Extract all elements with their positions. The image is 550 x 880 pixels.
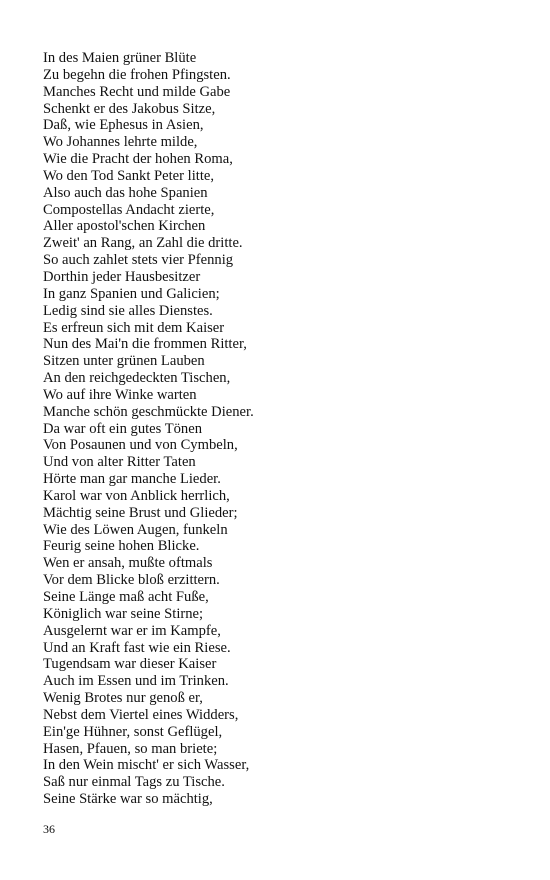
- poem-line: Saß nur einmal Tags zu Tische.: [43, 774, 225, 791]
- poem-line: Ledig sind sie alles Dienstes.: [43, 302, 213, 319]
- poem-line: Königlich war seine Stirne;: [43, 605, 204, 622]
- poem-line: Vor dem Blicke bloß erzittern.: [43, 572, 220, 589]
- poem-line: Seine Stärke war so mächtig,: [43, 791, 213, 808]
- poem-line: Auch im Essen und im Trinken.: [43, 673, 229, 690]
- poem-line: Wie die Pracht der hohen Roma,: [43, 151, 233, 168]
- poem-line: Compostellas Andacht zierte,: [43, 201, 215, 218]
- poem-line: Daß, wie Ephesus in Asien,: [43, 117, 204, 134]
- poem-line: Von Posaunen und von Cymbeln,: [43, 437, 238, 454]
- poem-line: Zweit' an Rang, an Zahl die dritte.: [43, 235, 243, 252]
- poem-line: Aller apostol'schen Kirchen: [43, 218, 206, 235]
- poem-line: Und von alter Ritter Taten: [43, 454, 196, 471]
- poem-line: Seine Länge maß acht Fuße,: [43, 589, 209, 605]
- poem-line: Karol war von Anblick herrlich,: [43, 487, 230, 504]
- poem-line: Nun des Mai'n die frommen Ritter,: [43, 336, 247, 353]
- poem-line: Wenig Brotes nur genoß er,: [43, 690, 203, 707]
- poem-line: Da war oft ein gutes Tönen: [43, 420, 202, 437]
- poem-line: Manche schön geschmückte Diener.: [43, 403, 254, 420]
- page-number: 36: [43, 822, 55, 836]
- poem-line: An den reichgedeckten Tischen,: [43, 370, 231, 387]
- poem-line: Es erfreun sich mit dem Kaiser: [43, 319, 225, 336]
- poem-line: Mächtig seine Brust und Glieder;: [43, 504, 238, 521]
- poem-line: Und an Kraft fast wie ein Riese.: [43, 639, 231, 656]
- poem-text: [43, 50, 254, 808]
- poem-line: Nebst dem Viertel eines Widders,: [43, 706, 239, 723]
- poem-line: Ein'ge Hühner, sonst Geflügel,: [43, 723, 223, 740]
- poem-line: Feurig seine hohen Blicke.: [43, 538, 200, 555]
- poem-line: Manches Recht und milde Gabe: [43, 83, 231, 100]
- poem-line: Wie des Löwen Augen, funkeln: [43, 521, 228, 538]
- poem-line: In den Wein mischt' er sich Wasser,: [43, 757, 250, 774]
- poem-line: Wo Johannes lehrte milde,: [43, 134, 198, 151]
- poem-line: Tugendsam war dieser Kaiser: [43, 656, 217, 673]
- poem-line: Wen er ansah, mußte oftmals: [43, 555, 213, 572]
- poem-line: In des Maien grüner Blüte: [43, 50, 197, 66]
- poem-line: Zu begehn die frohen Pfingsten.: [43, 66, 231, 83]
- poem-line: Dorthin jeder Hausbesitzer: [43, 268, 201, 285]
- poem-line: Also auch das hohe Spanien: [43, 184, 208, 201]
- poem-line: Hörte man gar manche Lieder.: [43, 471, 221, 488]
- poem-line: Wo auf ihre Winke warten: [43, 386, 197, 403]
- poem-line: Hasen, Pfauen, so man briete;: [43, 740, 218, 757]
- poem-line: Schenkt er des Jakobus Sitze,: [43, 100, 216, 117]
- poem-line: Ausgelernt war er im Kampfe,: [43, 622, 221, 639]
- poem-line: In ganz Spanien und Galicien;: [43, 285, 220, 302]
- poem-line: Wo den Tod Sankt Peter litte,: [43, 167, 215, 184]
- poem-line: Sitzen unter grünen Lauben: [43, 353, 205, 370]
- poem-line: So auch zahlet stets vier Pfennig: [43, 252, 234, 269]
